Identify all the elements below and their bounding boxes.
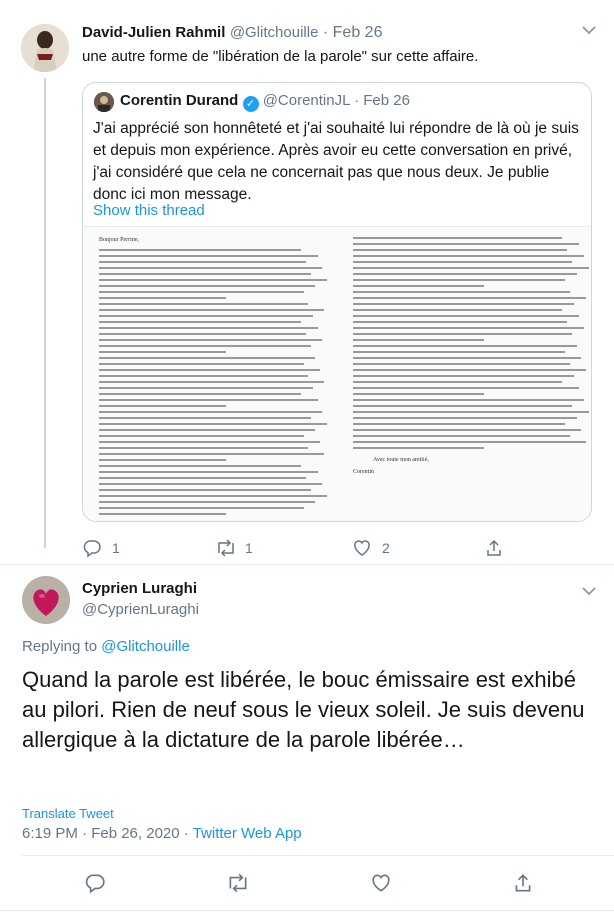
author-name[interactable]: David-Julien Rahmil bbox=[82, 24, 226, 41]
thread-line bbox=[44, 78, 46, 548]
letter-text-line bbox=[353, 273, 577, 275]
reply-text: Quand la parole est libérée, le bouc émissaire est exhibé au pilori. Rien de neuf sous le vieux soleil. Je suis devenu allergique à la dictature de la parole libérée… bbox=[22, 667, 585, 752]
letter-text-line bbox=[353, 351, 565, 353]
verified-badge-icon: ✓ bbox=[243, 96, 259, 112]
divider bbox=[0, 910, 614, 911]
letter-text-line bbox=[99, 441, 320, 443]
letter-text-line bbox=[99, 351, 226, 353]
chevron-down-icon[interactable] bbox=[582, 22, 596, 40]
letter-text-line bbox=[99, 381, 324, 383]
letter-text-line bbox=[353, 357, 581, 359]
reply-author-handle[interactable]: @CyprienLuraghi bbox=[82, 601, 199, 618]
letter-text-line bbox=[99, 447, 308, 449]
letter-text-line bbox=[99, 357, 315, 359]
letter-text-line bbox=[99, 465, 301, 467]
letter-text-line bbox=[353, 345, 577, 347]
letter-column-left bbox=[99, 237, 329, 519]
letter-text-line bbox=[353, 315, 579, 317]
letter-text-line bbox=[99, 309, 324, 311]
letter-signature: Corentin bbox=[353, 469, 374, 475]
letter-text-line bbox=[99, 495, 327, 497]
tweet-date[interactable]: Feb 26 bbox=[332, 24, 383, 41]
letter-text-line bbox=[99, 501, 315, 503]
letter-text-line bbox=[99, 507, 304, 509]
divider bbox=[22, 855, 614, 856]
letter-text-line bbox=[353, 237, 562, 239]
letter-text-line bbox=[353, 447, 484, 449]
quoted-text: J'ai apprécié son honnêteté et j'ai souhaité lui répondre de là où je suis et depuis mon expérience. Après avoir eu cette conversation en privé, j'ai considéré que cela ne concernait pas que nous deux. Je publie donc ici mon message. bbox=[93, 120, 579, 203]
letter-text-line bbox=[353, 429, 581, 431]
retweet-count: 1 bbox=[245, 540, 253, 556]
divider bbox=[0, 564, 614, 565]
letter-text-line bbox=[353, 441, 586, 443]
replying-to-handle[interactable]: @Glitchouille bbox=[101, 638, 190, 655]
letter-text-line bbox=[99, 453, 324, 455]
heart-icon[interactable] bbox=[370, 872, 392, 894]
letter-text-line bbox=[99, 333, 306, 335]
letter-text-line bbox=[99, 315, 313, 317]
letter-text-line bbox=[99, 459, 226, 461]
replying-to bbox=[22, 638, 190, 655]
letter-text-line bbox=[353, 375, 574, 377]
letter-text-line bbox=[353, 279, 565, 281]
letter-text-line bbox=[353, 285, 484, 287]
letter-text-line bbox=[99, 435, 304, 437]
letter-text-line bbox=[99, 423, 327, 425]
letter-text-line bbox=[99, 405, 226, 407]
letter-text-line bbox=[353, 261, 572, 263]
letter-text-line bbox=[99, 387, 313, 389]
letter-text-line bbox=[353, 321, 567, 323]
tweet-actions bbox=[82, 538, 602, 558]
letter-text-line bbox=[99, 297, 226, 299]
letter-text-line bbox=[99, 327, 318, 329]
letter-text-line bbox=[99, 279, 327, 281]
letter-text-line bbox=[99, 249, 301, 251]
avatar[interactable] bbox=[94, 92, 114, 112]
reply-icon[interactable] bbox=[84, 872, 106, 894]
letter-text-line bbox=[353, 393, 484, 395]
letter-text-line bbox=[99, 417, 311, 419]
letter-text-line bbox=[353, 369, 586, 371]
letter-text-line bbox=[353, 405, 572, 407]
letter-text-line bbox=[99, 399, 318, 401]
letter-text-line bbox=[99, 267, 322, 269]
letter-text-line bbox=[353, 267, 589, 269]
separator: · bbox=[354, 92, 360, 109]
letter-text-line bbox=[99, 471, 318, 473]
letter-text-line bbox=[99, 489, 311, 491]
separator: · bbox=[183, 825, 189, 842]
letter-text-line bbox=[99, 303, 308, 305]
letter-text-line bbox=[99, 477, 306, 479]
letter-text-line bbox=[353, 333, 572, 335]
letter-column-right bbox=[353, 237, 591, 475]
quoted-header bbox=[120, 92, 410, 112]
letter-text-line bbox=[353, 255, 584, 257]
translate-tweet-link[interactable]: Translate Tweet bbox=[22, 806, 114, 821]
replying-to-prefix: Replying to bbox=[22, 638, 98, 655]
tweet-actions bbox=[0, 870, 614, 896]
retweet-icon[interactable] bbox=[226, 872, 250, 894]
letter-text-line bbox=[353, 249, 567, 251]
letter-text-line bbox=[99, 411, 322, 413]
letter-text-line bbox=[99, 291, 304, 293]
letter-greeting: Bonjour Perrine, bbox=[99, 237, 139, 243]
letter-text-line bbox=[99, 339, 322, 341]
letter-text-line bbox=[353, 303, 574, 305]
chevron-down-icon[interactable] bbox=[582, 583, 596, 601]
like-count: 2 bbox=[382, 540, 390, 556]
author-handle[interactable]: @Glitchouille bbox=[229, 24, 319, 41]
heart-icon[interactable] bbox=[352, 538, 372, 558]
quoted-tweet[interactable] bbox=[82, 82, 592, 522]
letter-text-line bbox=[99, 261, 306, 263]
letter-text-line bbox=[353, 243, 579, 245]
letter-text-line bbox=[353, 399, 584, 401]
avatar[interactable] bbox=[22, 576, 70, 624]
letter-image[interactable] bbox=[83, 226, 591, 522]
letter-text-line bbox=[99, 345, 311, 347]
quoted-author-handle[interactable]: @CorentinJL bbox=[262, 92, 350, 109]
letter-text-line bbox=[353, 423, 565, 425]
share-icon[interactable] bbox=[512, 872, 534, 894]
letter-signoff: Avec toute mon amitié, bbox=[373, 457, 429, 463]
letter-text-line bbox=[99, 369, 320, 371]
reply-author-name[interactable]: Cyprien Luraghi bbox=[82, 580, 198, 597]
quoted-author-name[interactable]: Corentin Durand bbox=[120, 92, 239, 109]
reply-count: 1 bbox=[112, 540, 120, 556]
letter-text-line bbox=[99, 255, 318, 257]
quoted-date[interactable]: Feb 26 bbox=[363, 92, 410, 109]
letter-text-line bbox=[353, 297, 586, 299]
letter-text-line bbox=[99, 273, 311, 275]
letter-text-line bbox=[99, 363, 304, 365]
letter-text-line bbox=[353, 363, 570, 365]
letter-text-line bbox=[99, 285, 315, 287]
letter-text-line bbox=[353, 291, 570, 293]
tweet-meta bbox=[22, 825, 302, 842]
letter-text-line bbox=[99, 393, 301, 395]
show-thread-link[interactable]: Show this thread bbox=[93, 202, 205, 219]
avatar[interactable] bbox=[21, 24, 69, 72]
tweet-header bbox=[82, 24, 382, 42]
letter-text-line bbox=[353, 309, 562, 311]
tweet-text: une autre forme de "libération de la parole" sur cette affaire. bbox=[82, 48, 479, 65]
share-icon[interactable] bbox=[484, 538, 504, 558]
reply-icon[interactable] bbox=[82, 538, 102, 558]
separator: · bbox=[322, 24, 329, 41]
timestamp[interactable]: 6:19 PM · Feb 26, 2020 bbox=[22, 825, 180, 842]
letter-text-line bbox=[353, 435, 570, 437]
letter-text-line bbox=[99, 513, 226, 515]
letter-text-line bbox=[99, 483, 322, 485]
retweet-icon[interactable] bbox=[215, 538, 237, 558]
letter-text-line bbox=[353, 339, 484, 341]
letter-text-line bbox=[353, 411, 589, 413]
letter-text-line bbox=[353, 381, 562, 383]
letter-text-line bbox=[353, 417, 577, 419]
letter-text-line bbox=[99, 429, 315, 431]
letter-text-line bbox=[353, 327, 584, 329]
letter-text-line bbox=[353, 387, 579, 389]
source-link[interactable]: Twitter Web App bbox=[192, 825, 302, 842]
letter-text-line bbox=[99, 375, 308, 377]
letter-text-line bbox=[99, 321, 301, 323]
